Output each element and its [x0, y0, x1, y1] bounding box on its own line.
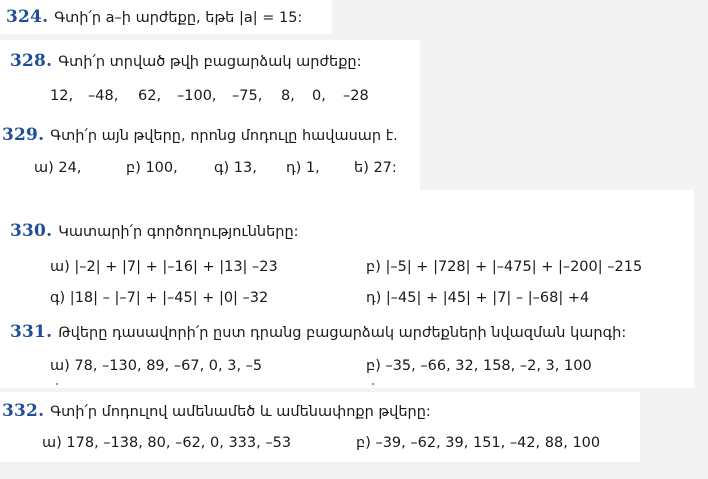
problem-text: Գտի՛ր այն թվերը, որոնց մոդուլը հավասար է. — [50, 128, 398, 144]
problem-number: 324. — [6, 7, 49, 27]
problem-text: Գտի՛ր մոդուլով ամենամեծ և ամենափոքր թվերը: — [50, 404, 431, 420]
sequence-b: բ) –35, –66, 32, 158, –2, 3, 100 — [366, 358, 592, 374]
problem-number: 328. — [10, 51, 53, 71]
problem-number: 330. — [10, 221, 53, 241]
expression-c: գ) |18| – |–7| + |–45| + |0| –32 — [50, 290, 269, 306]
option: բ) 100, — [126, 160, 178, 176]
value: 8, — [281, 88, 295, 104]
option: դ) 1, — [286, 160, 320, 176]
problem-text: Գտի՛ր տրված թվի բացարձակ արժեքը: — [58, 54, 362, 70]
option: ա) 24, — [34, 160, 82, 176]
expression-d: դ) |–45| + |45| + |7| – |–68| +4 — [366, 290, 590, 306]
problem-number: 329. — [2, 125, 45, 145]
problem-324 — [6, 8, 302, 27]
option: գ) 13, — [214, 160, 257, 176]
problem-329 — [2, 126, 398, 145]
value: –75, — [232, 88, 263, 104]
expression-b: բ) |–5| + |728| + |–475| + |–200| –215 — [366, 259, 643, 275]
problem-number: 331. — [10, 322, 53, 342]
option: ե) 27: — [354, 160, 397, 176]
sequence-b: բ) –39, –62, 39, 151, –42, 88, 100 — [356, 435, 601, 451]
problem-328 — [10, 52, 362, 71]
value: 0, — [312, 88, 326, 104]
sequence-a: ա) 178, –138, 80, –62, 0, 333, –53 — [42, 435, 292, 451]
value: –100, — [177, 88, 217, 104]
value: –28 — [343, 88, 369, 104]
value: –48, — [88, 88, 119, 104]
scan-speck — [372, 383, 374, 385]
value: 12, — [50, 88, 74, 104]
scan-speck — [56, 383, 58, 385]
problem-332 — [2, 402, 431, 421]
problem-text: Գտի՛ր a–ի արժեքը, եթե |a| = 15: — [54, 10, 303, 26]
value: 62, — [138, 88, 162, 104]
expression-a: ա) |–2| + |7| + |–16| + |13| –23 — [50, 259, 278, 275]
problem-text: Թվերը դասավորի՛ր ըստ դրանց բացարձակ արժեքների նվազման կարգի: — [58, 325, 627, 341]
problem-330 — [10, 222, 299, 241]
sequence-a: ա) 78, –130, 89, –67, 0, 3, –5 — [50, 358, 263, 374]
problem-number: 332. — [2, 401, 45, 421]
problem-text: Կատարի՛ր գործողությունները: — [58, 224, 299, 240]
problem-331 — [10, 323, 626, 342]
